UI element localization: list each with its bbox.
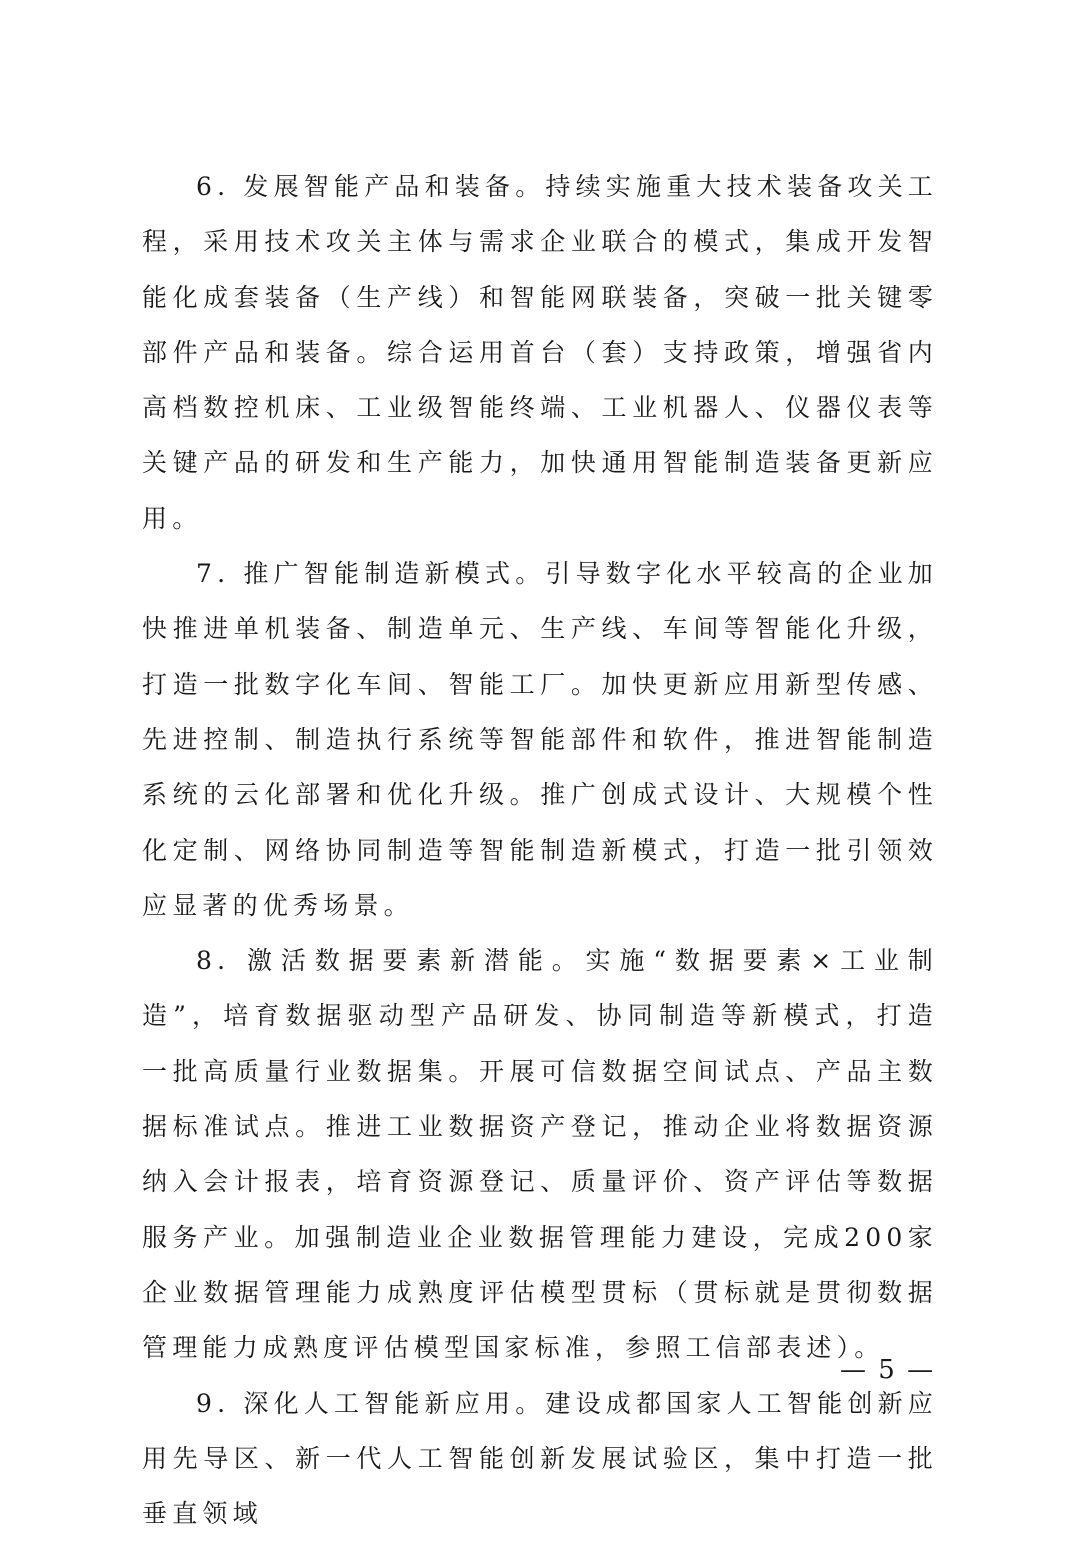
page-number: — 5 —	[840, 1355, 936, 1385]
paragraph-9-ai-applications: 9. 深化人工智能新应用。建设成都国家人工智能创新应用先导区、新一代人工智能创新发展试验区，集中打造一批垂直领域	[142, 1388, 939, 1529]
paragraph-6-smart-products: 6. 发展智能产品和装备。持续实施重大技术装备攻关工程，采用技术攻关主体与需求企业联合的模式，集成开发智能化成套装备（生产线）和智能网联装备，突破一批关键零部件产品和装备。综合运用首台（套）支持政策，增强省内高档数控机床、工业级智能终端、工业机器人、仪器仪表等关键产品的研发和生产能力，加快通用智能制造装备更新应用。	[142, 172, 939, 533]
paragraph-8-data-elements: 8. 激活数据要素新潜能。实施“数据要素×工业制造”，培育数据驱动型产品研发、协同制造等新模式，打造一批高质量行业数据集。开展可信数据空间试点、产品主数据标准试点。推进工业数据资产登记，推动企业将数据资源纳入会计报表，培育资源登记、质量评价、资产评估等数据服务产业。加强制造业企业数据管理能力建设，完成200家企业数据管理能力成熟度评估模型贯标（贯标就是贯彻数据管理能力成熟度评估模型国家标准，参照工信部表述）。	[142, 946, 938, 1363]
paragraph-7-smart-manufacturing-models: 7. 推广智能制造新模式。引导数字化水平较高的企业加快推进单机装备、制造单元、生产线、车间等智能化升级，打造一批数字化车间、智能工厂。加快更新应用新型传感、先进控制、制造执行系统等智能部件和软件，推进智能制造系统的云化部署和优化升级。推广创成式设计、大规模个性化定制、网络协同制造等智能制造新模式，打造一批引领效应显著的优秀场景。	[142, 559, 939, 920]
document-body	[142, 159, 938, 1541]
